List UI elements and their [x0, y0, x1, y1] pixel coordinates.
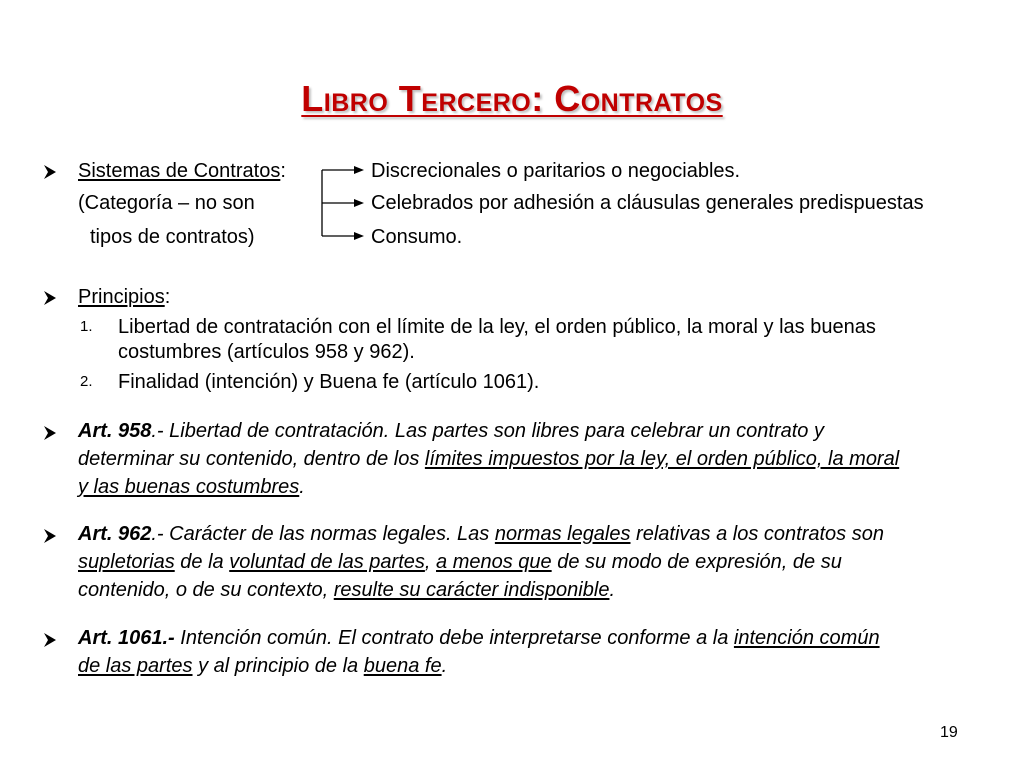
art-1061-ref: Art. 1061.- [78, 627, 175, 649]
arrow-bullet-icon [42, 290, 58, 306]
sistema-item-1: Discrecionales o paritarios o negociables. [371, 160, 741, 182]
sistemas-label: Sistemas de Contratos [78, 160, 281, 182]
arrow-bullet-icon [42, 164, 58, 180]
principio-1-number: 1. [80, 318, 93, 335]
art-962-paragraph: Art. 962.- Carácter de las normas legales. Las normas legales relativas a los contratos son supletorias de la voluntad de las partes, a menos que de su modo de expresión, de su contenido, o de su contexto, resulte su carácter indisponible. [78, 523, 884, 601]
sistema-item-3: Consumo. [371, 226, 463, 248]
arrow-bullet-icon [42, 528, 58, 544]
principio-1-line2: costumbres (artículos 958 y 962). [118, 341, 415, 363]
slide-title: Libro Tercero: Contratos [301, 78, 723, 119]
principios-label: Principios [78, 286, 165, 308]
page-number: 19 [940, 724, 958, 741]
sistema-item-2: Celebrados por adhesión a cláusulas generales predispuestas [371, 192, 924, 214]
sistemas-line2: (Categoría – no son [78, 192, 255, 214]
art-958-ref: Art. 958 [78, 420, 152, 442]
principio-2-number: 2. [80, 373, 93, 390]
art-958-paragraph: Art. 958.- Libertad de contratación. Las partes son libres para celebrar un contrato y determinar su contenido, dentro de los límites impuestos por la ley, el orden público, la moral y las buenas costumbres. [78, 420, 900, 498]
art-962-ref: Art. 962 [78, 523, 152, 545]
principio-1-line1: Libertad de contratación con el límite de la ley, el orden público, la moral y las buenas [118, 316, 876, 338]
sistemas-label-line: Sistemas de Contratos: [78, 160, 286, 182]
principios-label-line: Principios: [78, 286, 171, 308]
sistemas-bracket-arrows [316, 164, 366, 244]
sistemas-line3: tipos de contratos) [90, 226, 255, 248]
arrow-bullet-icon [42, 632, 58, 648]
art-1061-paragraph: Art. 1061.- Intención común. El contrato debe interpretarse conforme a la intención común de las partes y al principio de la buena fe. [78, 627, 880, 677]
arrow-bullet-icon [42, 425, 58, 441]
principio-2-line1: Finalidad (intención) y Buena fe (artículo 1061). [118, 371, 540, 393]
